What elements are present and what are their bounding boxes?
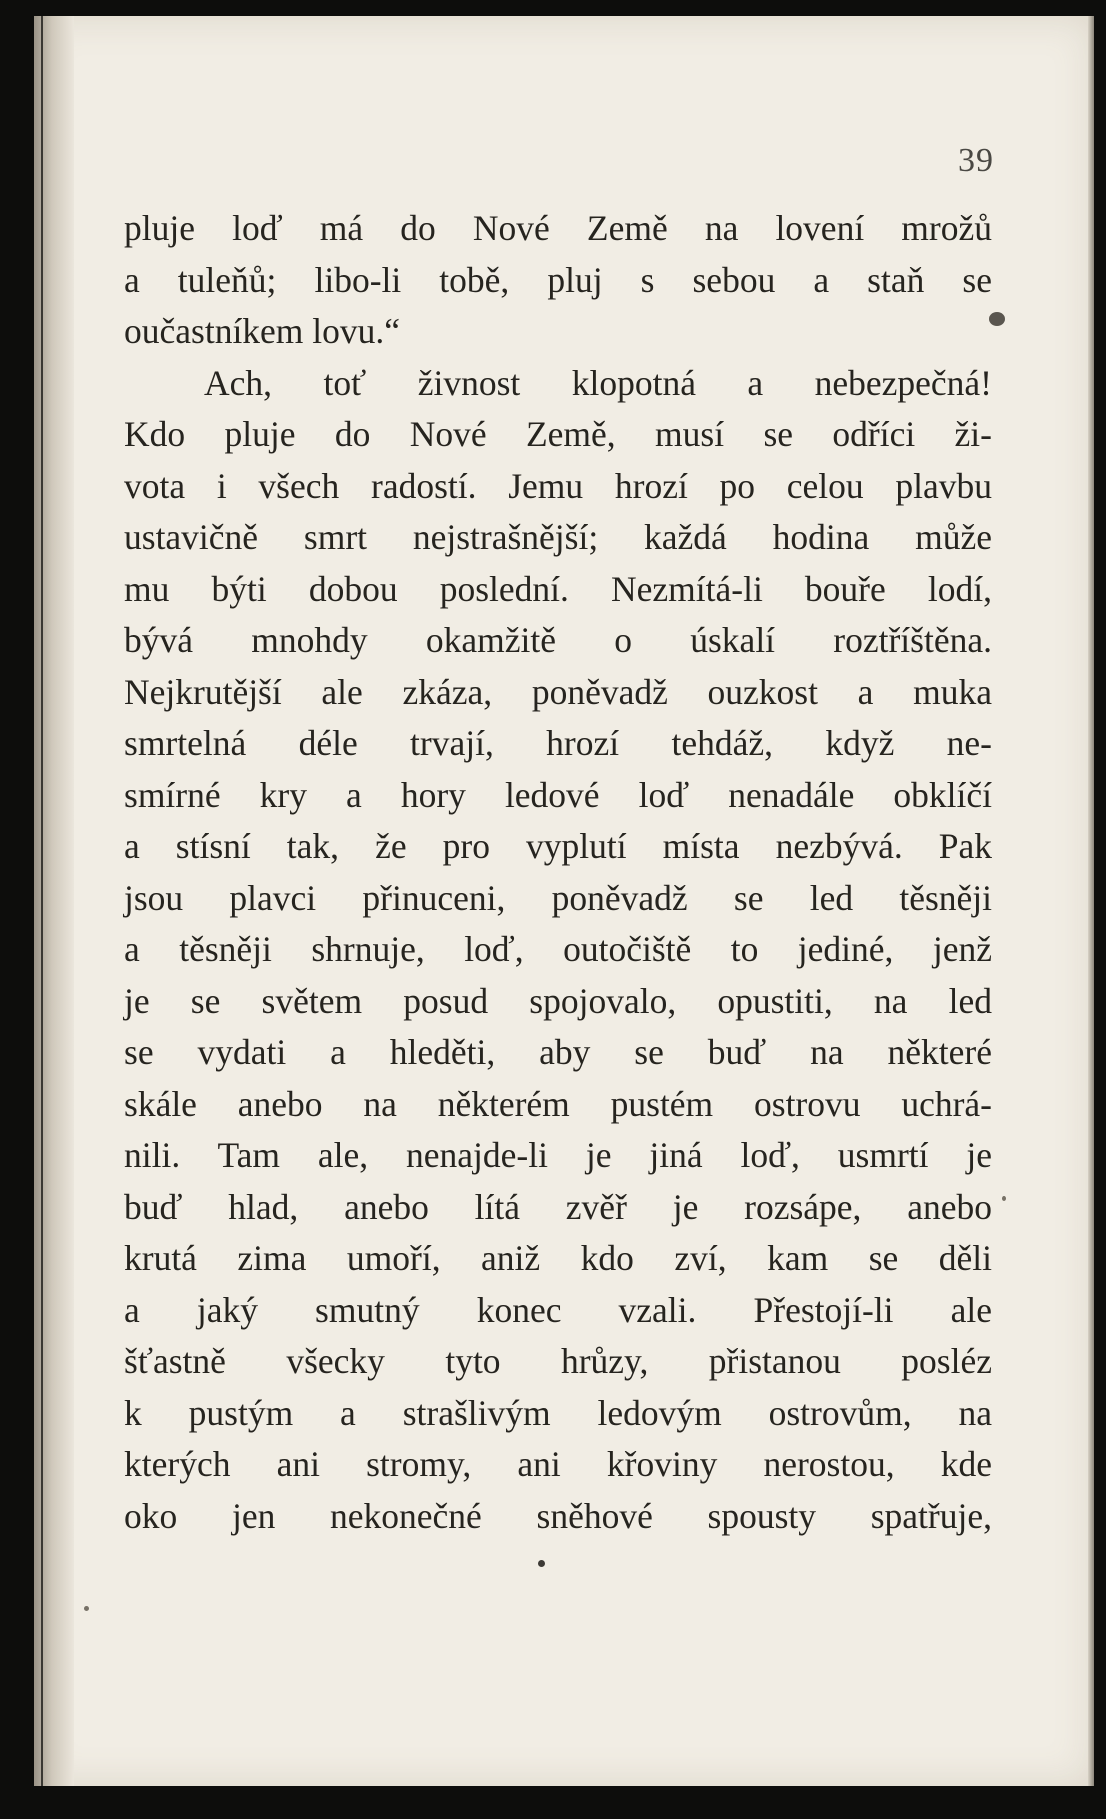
text-line: vota i všech radostí. Jemu hrozí po celou plavbu (124, 465, 992, 506)
paper-speck (538, 1560, 545, 1567)
text-line: k pustým a strašlivým ledovým ostrovům, na (124, 1392, 992, 1433)
page-edge (1088, 16, 1094, 1786)
text-line: bývá mnohdy okamžitě o úskalí roztříštěna. (124, 620, 992, 660)
text-line: skále anebo na některém pustém ostrovu uchrá- (124, 1083, 992, 1124)
text-line: buď hlad, anebo lítá zvěř je rozsápe, anebo (124, 1186, 992, 1227)
text-line: oko jen nekonečné sněhové spousty spatřuje, (124, 1495, 992, 1536)
text-line: pluje loď má do Nové Země na lovení mrožů (124, 208, 992, 248)
text-line: smrtelná déle trvají, hrozí tehdáž, když ne- (124, 723, 992, 763)
text-line: nili. Tam ale, nenajde-li je jiná loď, usmrtí je (124, 1135, 992, 1175)
paper-speck (1002, 1196, 1006, 1201)
text-line: a těsněji shrnuje, loď, outočiště to jediné, jenž (124, 929, 992, 969)
paper-speck (84, 1606, 89, 1611)
text-line: Kdo pluje do Nové Země, musí se odříci ži- (124, 414, 992, 454)
text-line: Nejkrutější ale zkáza, poněvadž ouzkost a muka (124, 671, 992, 712)
body-text (124, 203, 992, 1542)
page-number: 39 (958, 142, 994, 179)
text-line: se vydati a hleděti, aby se buď na některé (124, 1032, 992, 1072)
text-line: a jaký smutný konec vzali. Přestojí-li ale (124, 1289, 992, 1330)
text-line: a stísní tak, že pro vyplutí místa nezbývá. Pak (124, 826, 992, 866)
book-page (34, 16, 1094, 1786)
text-line: krutá zima umoří, aniž kdo zví, kam se děli (124, 1238, 992, 1278)
text-line: kterých ani stromy, ani křoviny nerostou, kde (124, 1444, 992, 1484)
paper-speck (989, 312, 1005, 326)
text-line: je se světem posud spojovalo, opustiti, na led (124, 980, 992, 1021)
page-gutter (34, 16, 74, 1786)
text-line: jsou plavci přinuceni, poněvadž se led těsněji (124, 877, 992, 918)
text-line: Ach, toť živnost klopotná a nebezpečná! (204, 362, 992, 403)
text-line: smírné kry a hory ledové loď nenadále obklíčí (124, 774, 992, 815)
text-line: ustavičně smrt nejstrašnější; každá hodina může (124, 517, 992, 557)
text-line: oučastníkem lovu.“ (124, 311, 401, 351)
text-line: a tuleňů; libo-li tobě, pluj s sebou a staň se (124, 259, 992, 300)
binding-line (41, 16, 43, 1786)
text-line: šťastně všecky tyto hrůzy, přistanou posléz (124, 1341, 992, 1381)
text-line: mu býti dobou poslední. Nezmítá-li bouře lodí, (124, 568, 992, 609)
